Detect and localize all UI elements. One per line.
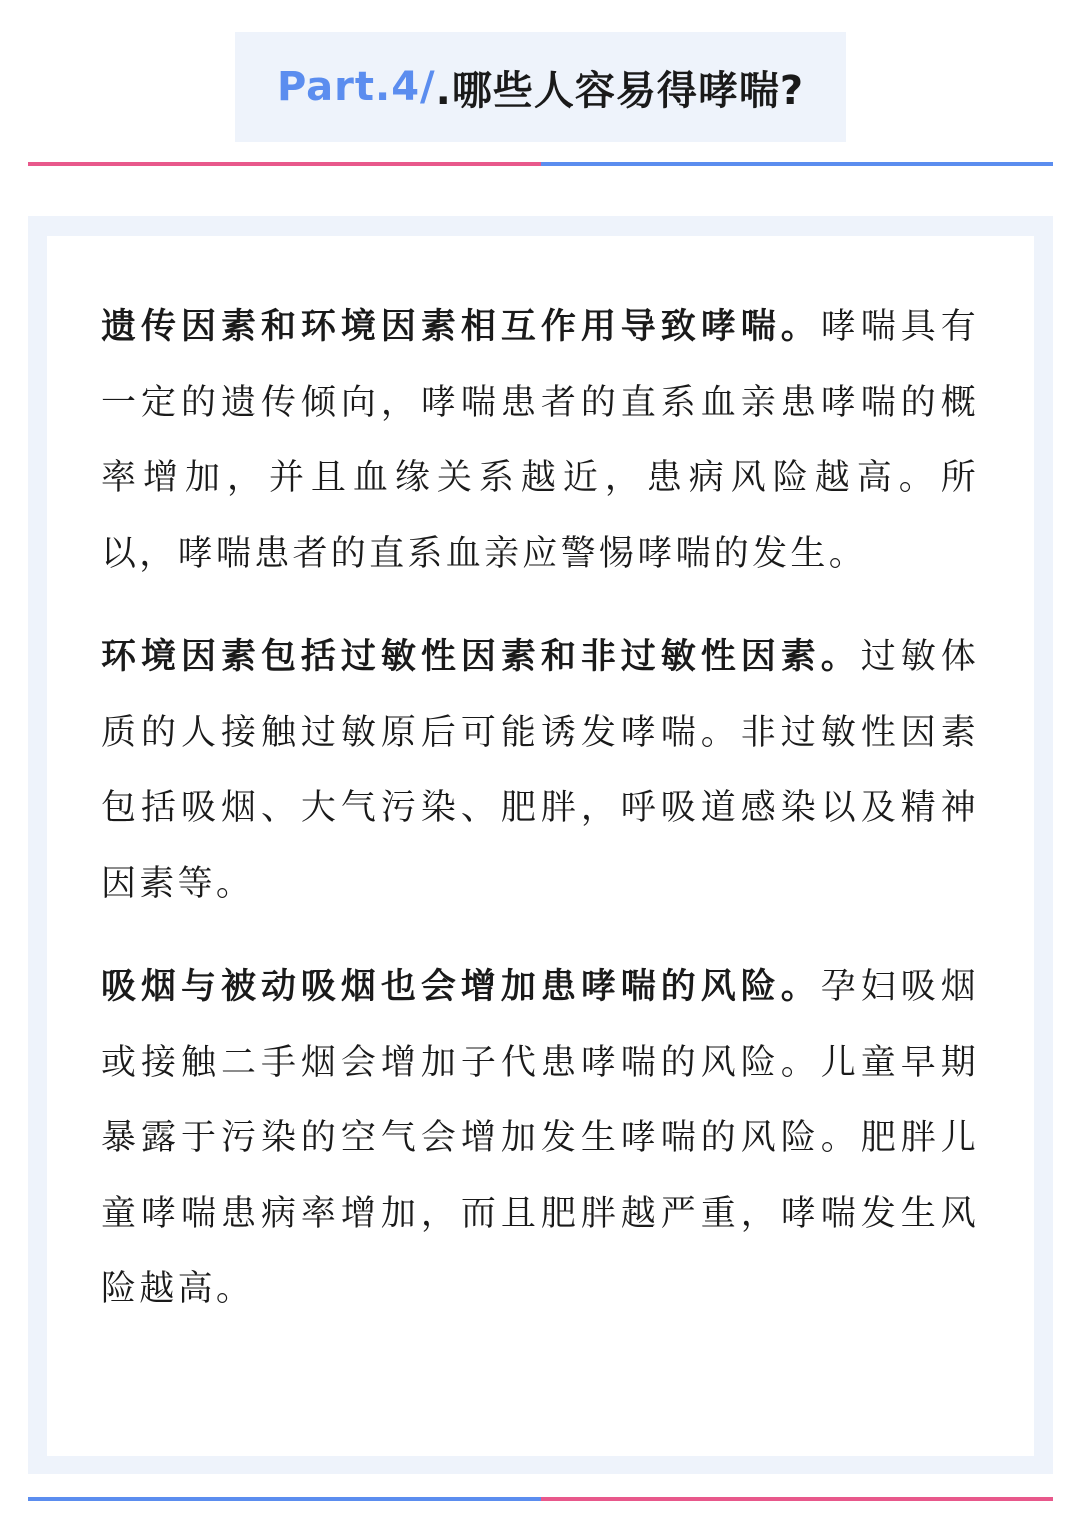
paragraph-text: 过敏体质的人接触过敏原后可能诱发哮喘。非过敏性因素包括吸烟、大气污染、肥胖，呼吸道感染以及精神因素等。 bbox=[101, 637, 980, 904]
paragraph-text: 孕妇吸烟或接触二手烟会增加子代患哮喘的风险。儿童早期暴露于污染的空气会增加发生哮喘的风险。肥胖儿童哮喘患病率增加，而且肥胖越严重，哮喘发生风险越高。 bbox=[101, 967, 980, 1309]
section-number: Part.4/ bbox=[276, 64, 436, 110]
top-divider bbox=[28, 162, 1053, 166]
divider-pink-segment bbox=[541, 1497, 1054, 1501]
paragraph-lead: 遗传因素和环境因素相互作用导致哮喘。 bbox=[101, 307, 821, 347]
paragraph-lead: 吸烟与被动吸烟也会增加患哮喘的风险。 bbox=[101, 967, 821, 1007]
divider-blue-segment bbox=[541, 162, 1054, 166]
section-heading: .哪些人容易得哮喘? bbox=[435, 67, 805, 114]
bottom-divider bbox=[28, 1497, 1053, 1501]
paragraph-environment bbox=[101, 620, 979, 922]
article-body bbox=[101, 290, 979, 1356]
paragraph-genetics bbox=[101, 290, 979, 592]
section-title bbox=[235, 32, 846, 142]
paragraph-lead: 环境因素包括过敏性因素和非过敏性因素。 bbox=[101, 637, 861, 677]
divider-blue-segment bbox=[28, 1497, 541, 1501]
divider-pink-segment bbox=[28, 162, 541, 166]
paragraph-text: 哮喘具有一定的遗传倾向，哮喘患者的直系血亲患哮喘的概率增加，并且血缘关系越近，患病风险越高。所以，哮喘患者的直系血亲应警惕哮喘的发生。 bbox=[101, 307, 980, 574]
paragraph-smoking bbox=[101, 950, 979, 1328]
